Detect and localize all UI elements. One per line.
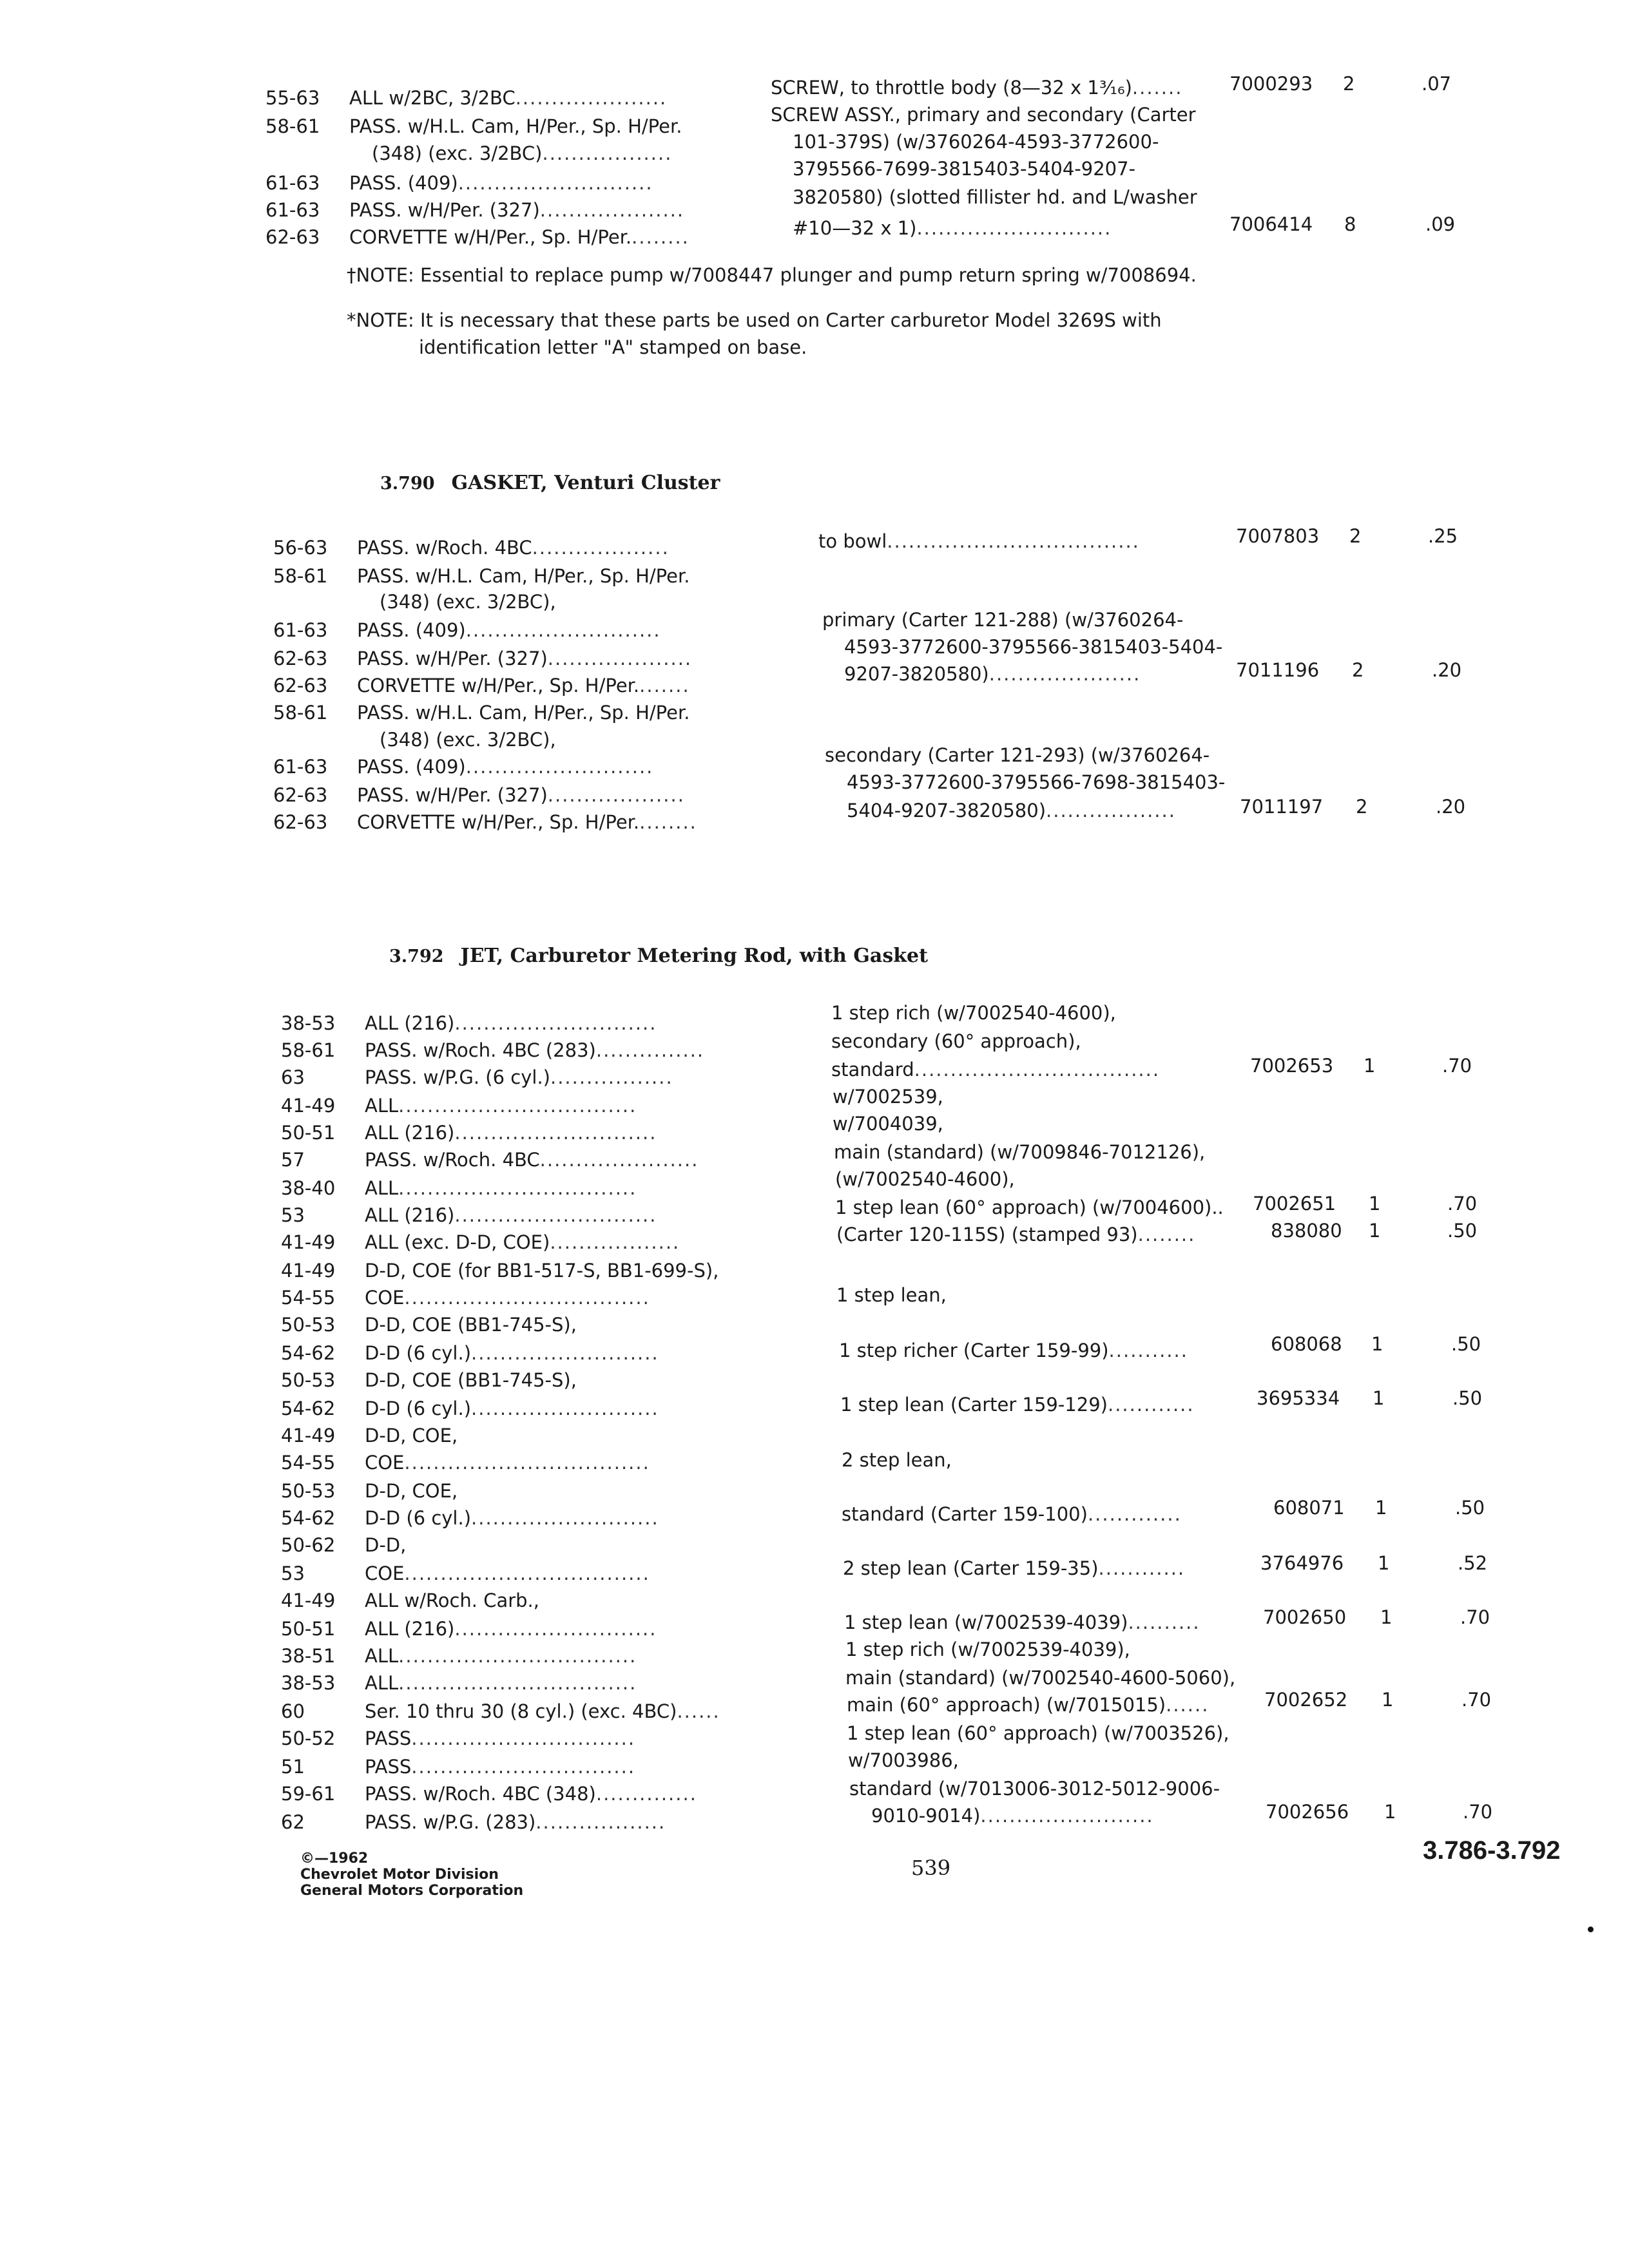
- part-description: SCREW ASSY., primary and secondary (Carter: [771, 104, 1196, 126]
- usage-row: 41-49 ALL w/Roch. Carb.,: [281, 1590, 539, 1611]
- stray-mark: [1588, 1927, 1594, 1932]
- price: .70: [1461, 1689, 1492, 1711]
- part-description: standard (Carter 159-100).............: [842, 1503, 1182, 1525]
- usage-row: 38-53 ALL (216)............................: [281, 1012, 657, 1034]
- price: .52: [1458, 1552, 1488, 1574]
- price: .50: [1455, 1497, 1485, 1519]
- part-description: 2 step lean,: [842, 1449, 952, 1471]
- price: .20: [1432, 659, 1462, 681]
- quantity: 1: [1375, 1497, 1387, 1519]
- quantity: 2: [1356, 796, 1368, 818]
- part-number: 7002653: [1250, 1055, 1334, 1077]
- usage-row: 50-53 D-D, COE,: [281, 1480, 458, 1502]
- price: .25: [1428, 525, 1458, 547]
- usage-row: 50-53 D-D, COE (BB1-745-S),: [281, 1369, 577, 1391]
- part-description: 1 step rich (w/7002540-4600),: [831, 1002, 1116, 1024]
- part-description: 2 step lean (Carter 159-35)............: [843, 1557, 1186, 1579]
- price: .20: [1436, 796, 1466, 818]
- usage-row: (348) (exc. 3/2BC),: [380, 729, 556, 751]
- usage-row: 51 PASS...............................: [281, 1756, 636, 1778]
- page-number: 539: [911, 1856, 951, 1880]
- price: .50: [1447, 1220, 1478, 1242]
- usage-row: 55-63 ALL w/2BC, 3/2BC.....................: [265, 87, 668, 109]
- part-number: 7000293: [1229, 73, 1313, 95]
- part-description: to bowl...................................: [818, 530, 1140, 552]
- part-description: 1 step lean (60° approach) (w/7004600)..: [835, 1196, 1224, 1218]
- price: .70: [1460, 1606, 1490, 1628]
- part-number: 3764976: [1260, 1552, 1344, 1574]
- part-description: 1 step lean (60° approach) (w/7003526),: [847, 1722, 1229, 1744]
- part-number: 7002651: [1253, 1193, 1336, 1215]
- price: .50: [1452, 1387, 1483, 1409]
- part-description: 4593-3772600-3795566-7698-3815403-: [847, 771, 1226, 793]
- part-description: 101-379S) (w/3760264-4593-3772600-: [793, 131, 1159, 153]
- price: .09: [1425, 213, 1456, 235]
- usage-row: 62-63 CORVETTE w/H/Per., Sp. H/Per........: [273, 675, 690, 697]
- usage-row: 62-63 CORVETTE w/H/Per., Sp. H/Per.........: [273, 811, 697, 833]
- usage-row: 41-49 D-D, COE (for BB1-517-S, BB1-699-S),: [281, 1260, 719, 1282]
- part-description: primary (Carter 121-288) (w/3760264-: [822, 609, 1184, 631]
- price: .70: [1447, 1193, 1478, 1215]
- footer-copyright: [300, 1850, 523, 1899]
- note: *NOTE: It is necessary that these parts be used on Carter carburetor Model 3269S with identification letter "A" stamped on base.: [347, 309, 1162, 358]
- usage-row: 62-63 CORVETTE w/H/Per., Sp. H/Per.........: [265, 226, 689, 248]
- part-description: 3820580) (slotted fillister hd. and L/washer: [793, 186, 1197, 208]
- price: .50: [1451, 1333, 1481, 1355]
- quantity: 2: [1352, 659, 1364, 681]
- part-description: SCREW, to throttle body (8—32 x 1³⁄₁₆).......: [771, 77, 1183, 99]
- part-description: #10—32 x 1)...........................: [793, 217, 1112, 239]
- part-number: 7006414: [1229, 213, 1313, 235]
- usage-row: 58-61 PASS. w/H.L. Cam, H/Per., Sp. H/Per.: [273, 702, 690, 724]
- usage-row: 63 PASS. w/P.G. (6 cyl.).................: [281, 1066, 673, 1088]
- usage-row: 54-55 COE..................................: [281, 1287, 650, 1309]
- quantity: 1: [1371, 1333, 1383, 1355]
- part-description: 1 step lean (w/7002539-4039)..........: [844, 1611, 1200, 1633]
- part-description: w/7004039,: [833, 1113, 943, 1135]
- usage-row: 62-63 PASS. w/H/Per. (327)....................: [273, 648, 693, 669]
- part-number: 608071: [1273, 1497, 1345, 1519]
- part-description: main (standard) (w/7002540-4600-5060),: [845, 1667, 1236, 1689]
- usage-row: 50-62 D-D,: [281, 1534, 407, 1556]
- usage-row: 38-51 ALL.................................: [281, 1645, 637, 1667]
- usage-row: 50-53 D-D, COE (BB1-745-S),: [281, 1314, 577, 1336]
- price: .70: [1463, 1801, 1493, 1823]
- part-description: 3795566-7699-3815403-5404-9207-: [793, 158, 1136, 180]
- usage-row: 59-61 PASS. w/Roch. 4BC (348)..............: [281, 1783, 697, 1805]
- division-name: Chevrolet Motor Division: [300, 1867, 499, 1883]
- part-description: main (standard) (w/7009846-7012126),: [834, 1141, 1206, 1163]
- quantity: 1: [1364, 1055, 1376, 1077]
- part-description: 1 step rich (w/7002539-4039),: [845, 1639, 1130, 1660]
- usage-row: 38-53 ALL.................................: [281, 1672, 637, 1694]
- usage-row: 54-55 COE..................................: [281, 1452, 650, 1474]
- part-description: main (60° approach) (w/7015015)......: [847, 1694, 1210, 1716]
- section-heading: 3.792 JET, Carburetor Metering Rod, with Gasket: [389, 945, 928, 967]
- usage-row: 41-49 D-D, COE,: [281, 1425, 458, 1446]
- part-description: 1 step lean (Carter 159-129)............: [840, 1394, 1195, 1416]
- usage-row: (348) (exc. 3/2BC)..................: [372, 142, 673, 164]
- usage-row: 41-49 ALL.................................: [281, 1095, 637, 1117]
- part-number: 7002652: [1264, 1689, 1348, 1711]
- price: .07: [1422, 73, 1452, 95]
- usage-row: 54-62 D-D (6 cyl.)..........................: [281, 1398, 659, 1419]
- usage-row: 41-49 ALL (exc. D-D, COE)..................: [281, 1231, 680, 1253]
- usage-row: 56-63 PASS. w/Roch. 4BC...................: [273, 537, 670, 559]
- quantity: 1: [1373, 1387, 1385, 1409]
- part-description: w/7003986,: [848, 1749, 959, 1771]
- quantity: 2: [1343, 73, 1355, 95]
- part-description: secondary (60° approach),: [831, 1030, 1081, 1052]
- quantity: 1: [1369, 1220, 1381, 1242]
- usage-row: 54-62 D-D (6 cyl.)..........................: [281, 1507, 659, 1529]
- note: †NOTE: Essential to replace pump w/7008447 plunger and pump return spring w/7008694.: [347, 264, 1197, 286]
- part-number: 608068: [1271, 1333, 1342, 1355]
- usage-row: 60 Ser. 10 thru 30 (8 cyl.) (exc. 4BC)......: [281, 1700, 720, 1722]
- corporation-name: General Motors Corporation: [300, 1883, 524, 1899]
- quantity: 1: [1378, 1552, 1390, 1574]
- usage-row: 61-63 PASS. (409)...........................: [273, 619, 661, 641]
- price: .70: [1442, 1055, 1472, 1077]
- page-section-range: 3.786-3.792: [1423, 1836, 1561, 1865]
- quantity: 2: [1349, 525, 1362, 547]
- quantity: 1: [1380, 1606, 1393, 1628]
- usage-row: 54-62 D-D (6 cyl.)..........................: [281, 1342, 659, 1364]
- part-number: 838080: [1271, 1220, 1342, 1242]
- part-description: 4593-3772600-3795566-3815403-5404-: [844, 636, 1223, 658]
- part-description: (Carter 120-115S) (stamped 93)........: [836, 1224, 1196, 1245]
- usage-row: 61-63 PASS. (409)...........................: [265, 172, 653, 194]
- usage-row: 58-61 PASS. w/H.L. Cam, H/Per., Sp. H/Per.: [273, 565, 690, 587]
- part-description: secondary (Carter 121-293) (w/3760264-: [825, 744, 1210, 766]
- part-description: 1 step richer (Carter 159-99)...........: [839, 1340, 1188, 1361]
- part-description: 1 step lean,: [836, 1284, 947, 1306]
- usage-row: 61-63 PASS. w/H/Per. (327)....................: [265, 199, 685, 221]
- part-number: 7011197: [1240, 796, 1324, 818]
- part-number: 7002650: [1263, 1606, 1347, 1628]
- quantity: 1: [1369, 1193, 1381, 1215]
- usage-row: 53 ALL (216)............................: [281, 1204, 657, 1226]
- quantity: 1: [1384, 1801, 1396, 1823]
- part-description: standard..................................: [831, 1059, 1161, 1081]
- usage-row: 50-52 PASS...............................: [281, 1727, 636, 1749]
- usage-row: 58-61 PASS. w/Roch. 4BC (283)...............: [281, 1039, 705, 1061]
- usage-row: 38-40 ALL.................................: [281, 1177, 637, 1199]
- copyright-year: ©—1962: [300, 1850, 369, 1867]
- part-number: 7011196: [1236, 659, 1320, 681]
- usage-row: 61-63 PASS. (409)..........................: [273, 756, 654, 778]
- part-description: 9010-9014)........................: [871, 1805, 1154, 1827]
- part-description: (w/7002540-4600),: [835, 1168, 1015, 1190]
- part-description: 9207-3820580).....................: [844, 663, 1141, 685]
- part-description: 5404-9207-3820580)..................: [847, 800, 1176, 822]
- usage-row: 50-51 ALL (216)............................: [281, 1618, 657, 1640]
- part-number: 3695334: [1257, 1387, 1340, 1409]
- usage-row: 57 PASS. w/Roch. 4BC......................: [281, 1149, 699, 1171]
- quantity: 1: [1382, 1689, 1394, 1711]
- usage-row: 62-63 PASS. w/H/Per. (327)...................: [273, 784, 685, 806]
- usage-row: 62 PASS. w/P.G. (283)..................: [281, 1811, 666, 1833]
- usage-row: 58-61 PASS. w/H.L. Cam, H/Per., Sp. H/Per.: [265, 115, 682, 137]
- usage-row: 53 COE..................................: [281, 1562, 650, 1584]
- usage-row: (348) (exc. 3/2BC),: [380, 591, 556, 613]
- part-number: 7007803: [1236, 525, 1320, 547]
- part-number: 7002656: [1266, 1801, 1349, 1823]
- section-heading: 3.790 GASKET, Venturi Cluster: [380, 472, 720, 494]
- part-description: standard (w/7013006-3012-5012-9006-: [849, 1778, 1220, 1800]
- usage-row: 50-51 ALL (216)............................: [281, 1122, 657, 1144]
- quantity: 8: [1344, 213, 1356, 235]
- part-description: w/7002539,: [833, 1086, 943, 1108]
